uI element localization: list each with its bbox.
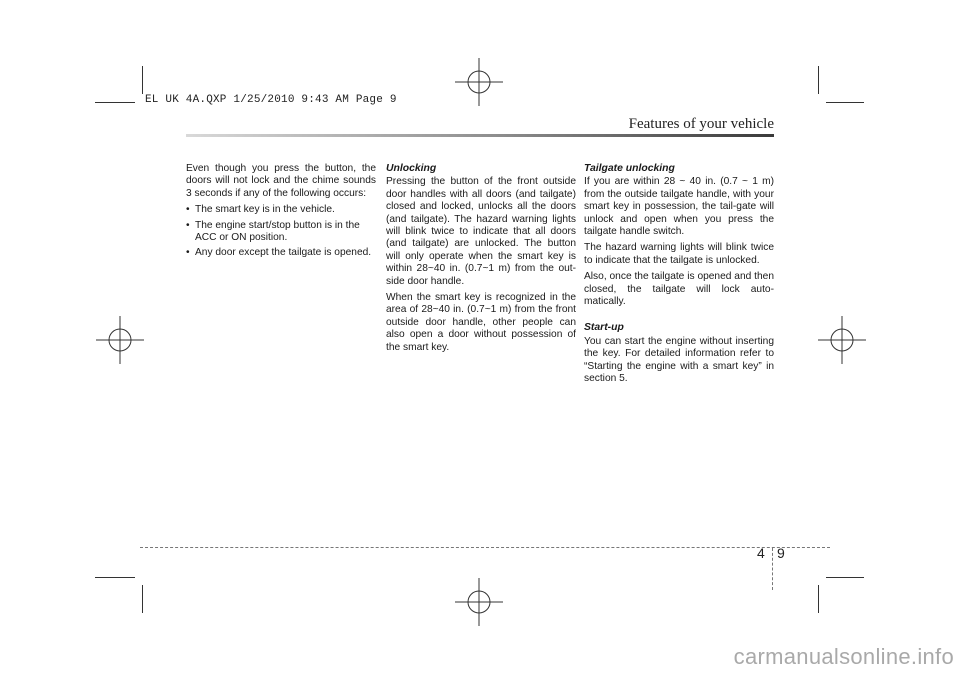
column-3 (584, 163, 774, 390)
crop-mark (826, 102, 864, 103)
header-rule (186, 134, 774, 137)
print-slug: EL UK 4A.QXP 1/25/2010 9:43 AM Page 9 (145, 94, 397, 106)
condition-list (186, 204, 376, 260)
paragraph: If you are within 28 ~ 40 in. (0.7 ~ 1 m) from the outside tailgate handle, with your smart key in possession, the tail-gate will unlock and open when you press the tailgate handle switch. (584, 176, 774, 238)
paragraph: You can start the engine without inserting the key. For detailed information refer to “Starting the engine with a smart key” in section 5. (584, 335, 774, 385)
section-number: 4 (757, 545, 765, 561)
registration-mark-icon (455, 578, 503, 626)
crop-mark (95, 577, 135, 578)
page-number-divider (772, 548, 773, 590)
paragraph: The hazard warning lights will blink twice to indicate that the tailgate is unlocked. (584, 242, 774, 266)
registration-mark-icon (96, 316, 144, 364)
column-2 (386, 163, 576, 358)
section-heading-tailgate-unlocking: Tailgate unlocking (584, 163, 675, 174)
paragraph: Also, once the tailgate is opened and then closed, the tailgate will lock auto-matically. (584, 271, 774, 308)
section-heading-start-up: Start-up (584, 322, 624, 334)
crop-mark (818, 585, 819, 613)
watermark-text: carmanualsonline.info (733, 644, 954, 669)
column-1 (186, 163, 376, 263)
page-header-title: Features of your vehicle (628, 116, 774, 132)
intro-paragraph: Even though you press the button, the doors will not lock and the chime sounds 3 seconds if any of the following occurs: (186, 163, 376, 199)
paragraph: Pressing the button of the front outside door handles with all doors (and tailgate) closed and locked, unlocks all the doors (and tailgate). The hazard warning lights will blink twice to indicate that all doors (and tailgate) are unlocked. The button will only operate when the smart key is within 28~40 in. (0.7~1 m) from the out-side door handle. (386, 176, 576, 287)
list-item: • Any door except the tailgate is opened. (186, 247, 376, 259)
crop-mark (826, 577, 864, 578)
registration-mark-icon (455, 58, 503, 106)
list-item: • The engine start/stop button is in the ACC or ON position. (186, 220, 376, 245)
footer-rule (140, 547, 830, 548)
crop-mark (818, 66, 819, 94)
paragraph: When the smart key is recognized in the area of 28~40 in. (0.7~1 m) from the front outside door handle, other people can also open a door without possession of the smart key. (386, 292, 576, 353)
section-heading-unlocking: Unlocking (386, 163, 437, 174)
page-number: 9 (777, 545, 785, 561)
registration-mark-icon (818, 316, 866, 364)
crop-mark (142, 66, 143, 94)
crop-mark (142, 585, 143, 613)
crop-mark (95, 102, 135, 103)
list-item: • The smart key is in the vehicle. (186, 204, 376, 216)
